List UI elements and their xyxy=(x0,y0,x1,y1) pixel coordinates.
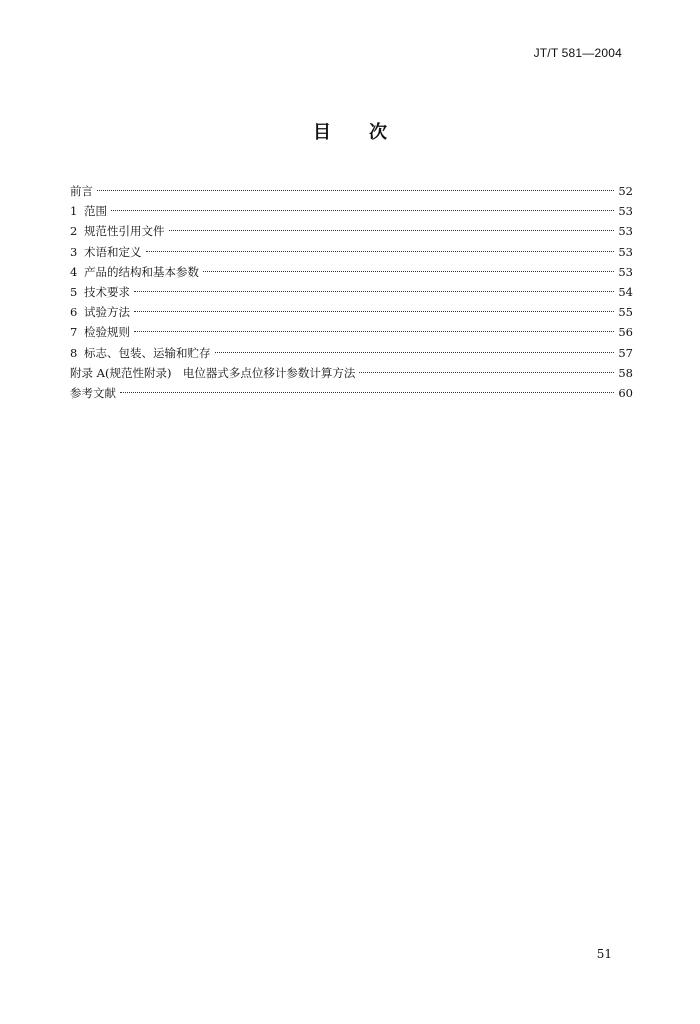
dot-leader xyxy=(111,210,614,211)
table-of-contents xyxy=(70,181,633,403)
toc-entry-number: 4 xyxy=(70,264,78,279)
toc-entry-page: 54 xyxy=(618,284,633,299)
toc-entry-2[interactable] xyxy=(70,221,633,241)
toc-entry-label: 技术要求 xyxy=(84,284,130,299)
dot-leader xyxy=(146,251,615,252)
toc-entry-5[interactable] xyxy=(70,282,633,302)
toc-entry-page: 55 xyxy=(618,305,633,320)
toc-entry-page: 57 xyxy=(618,345,633,360)
dot-leader xyxy=(169,230,615,231)
toc-entry-page: 56 xyxy=(618,325,633,340)
toc-entry-3[interactable] xyxy=(70,242,633,262)
dot-leader xyxy=(134,311,614,312)
standard-code: JT/T 581—2004 xyxy=(533,46,622,60)
dot-leader xyxy=(134,331,614,332)
toc-entry-label: 规范性引用文件 xyxy=(84,224,165,239)
dot-leader xyxy=(203,271,614,272)
toc-entry-foreword[interactable] xyxy=(70,181,633,201)
toc-entry-label: 检验规则 xyxy=(84,325,130,340)
toc-entry-page: 53 xyxy=(618,244,633,259)
toc-entry-page: 60 xyxy=(618,385,633,400)
toc-entry-page: 53 xyxy=(618,204,633,219)
toc-entry-number: 5 xyxy=(70,284,78,299)
toc-entry-number: 8 xyxy=(70,345,78,360)
toc-entry-6[interactable] xyxy=(70,302,633,322)
toc-entry-1[interactable] xyxy=(70,201,633,221)
dot-leader xyxy=(134,291,614,292)
page-number: 51 xyxy=(596,947,612,961)
toc-entry-label: 前言 xyxy=(70,184,93,198)
toc-entry-page: 52 xyxy=(618,184,633,198)
toc-entry-annex-a[interactable] xyxy=(70,363,633,383)
toc-entry-page: 53 xyxy=(618,224,633,239)
page-title xyxy=(0,118,700,144)
dot-leader xyxy=(359,372,614,373)
toc-entry-label: 附录 A(规范性附录) 电位器式多点位移计参数计算方法 xyxy=(70,365,356,380)
title-part-1: 目 xyxy=(313,122,331,143)
dot-leader xyxy=(97,190,614,191)
toc-entry-number: 3 xyxy=(70,244,78,259)
toc-entry-7[interactable] xyxy=(70,322,633,342)
toc-entry-label: 试验方法 xyxy=(84,305,130,320)
toc-entry-bibliography[interactable] xyxy=(70,383,633,403)
toc-entry-label: 范围 xyxy=(84,204,107,219)
toc-entry-4[interactable] xyxy=(70,262,633,282)
toc-entry-label: 产品的结构和基本参数 xyxy=(84,264,199,279)
title-part-2: 次 xyxy=(369,122,387,143)
dot-leader xyxy=(215,352,615,353)
toc-entry-label: 标志、包装、运输和贮存 xyxy=(84,345,211,360)
toc-entry-label: 参考文献 xyxy=(70,385,116,400)
toc-entry-number: 2 xyxy=(70,224,78,239)
toc-entry-label: 术语和定义 xyxy=(84,244,142,259)
toc-entry-number: 1 xyxy=(70,204,78,219)
toc-entry-page: 58 xyxy=(618,365,633,380)
toc-entry-page: 53 xyxy=(618,264,633,279)
dot-leader xyxy=(120,392,614,393)
toc-entry-number: 6 xyxy=(70,305,78,320)
toc-entry-number: 7 xyxy=(70,325,78,340)
toc-entry-8[interactable] xyxy=(70,343,633,363)
